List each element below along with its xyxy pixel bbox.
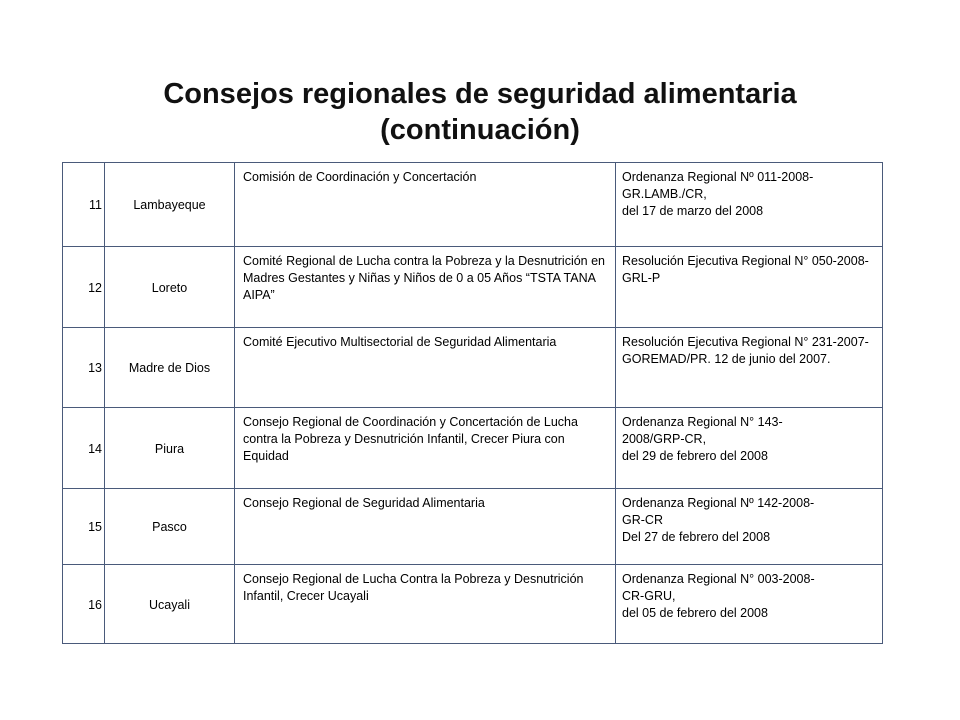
- title-line-2: (continuación): [380, 114, 580, 146]
- council-name-cell: Consejo Regional de Seguridad Alimentaria: [235, 489, 616, 565]
- row-number: 12: [63, 247, 105, 328]
- council-name-cell: Consejo Regional de Lucha Contra la Pobreza y Desnutrición Infantil, Crecer Ucayali: [235, 565, 616, 644]
- council-name-cell: Consejo Regional de Coordinación y Concertación de Lucha contra la Pobreza y Desnutrición Infantil, Crecer Piura con Equidad: [235, 408, 616, 489]
- table-row: [63, 565, 883, 644]
- row-number: 13: [63, 328, 105, 408]
- council-name-cell: Comité Regional de Lucha contra la Pobreza y la Desnutrición en Madres Gestantes y Niñas y Niños de 0 a 05 Años “TSTA TANA AIPA”: [235, 247, 616, 328]
- council-name-cell: Comisión de Coordinación y Concertación: [235, 163, 616, 247]
- row-number: 16: [63, 565, 105, 644]
- legal-document-cell: Ordenanza Regional N° 003-2008- CR-GRU, del 05 de febrero del 2008: [616, 565, 883, 644]
- row-number: 11: [63, 163, 105, 247]
- councils-table: [62, 162, 883, 644]
- legal-document-cell: Ordenanza Regional Nº 011-2008- GR.LAMB./CR, del 17 de marzo del 2008: [616, 163, 883, 247]
- region-cell: Lambayeque: [105, 163, 235, 247]
- title-line-1: Consejos regionales de seguridad alimentaria: [163, 78, 797, 110]
- table-row: [63, 489, 883, 565]
- legal-document-cell: Ordenanza Regional Nº 142-2008- GR-CR Del 27 de febrero del 2008: [616, 489, 883, 565]
- row-number: 15: [63, 489, 105, 565]
- row-number: 14: [63, 408, 105, 489]
- legal-document-cell: Resolución Ejecutiva Regional N° 231-2007-GOREMAD/PR. 12 de junio del 2007.: [616, 328, 883, 408]
- table-row: [63, 163, 883, 247]
- legal-document-cell: Resolución Ejecutiva Regional N° 050-2008-GRL-P: [616, 247, 883, 328]
- page-title: [0, 76, 960, 148]
- region-cell: Piura: [105, 408, 235, 489]
- table-row: [63, 408, 883, 489]
- region-cell: Pasco: [105, 489, 235, 565]
- region-cell: Loreto: [105, 247, 235, 328]
- region-cell: Ucayali: [105, 565, 235, 644]
- table-row: [63, 247, 883, 328]
- council-name-cell: Comité Ejecutivo Multisectorial de Seguridad Alimentaria: [235, 328, 616, 408]
- region-cell: Madre de Dios: [105, 328, 235, 408]
- legal-document-cell: Ordenanza Regional N° 143- 2008/GRP-CR, del 29 de febrero del 2008: [616, 408, 883, 489]
- table-row: [63, 328, 883, 408]
